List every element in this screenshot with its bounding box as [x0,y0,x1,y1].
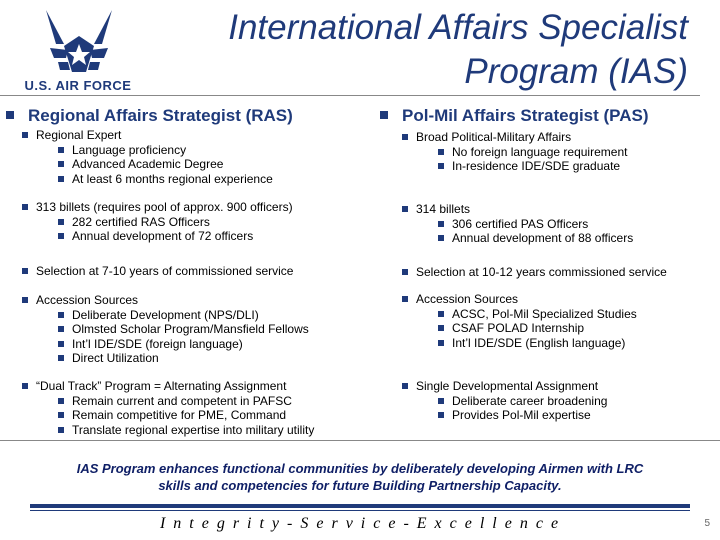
pas-column [380,106,710,126]
ras-section-2: 313 billets (requires pool of approx. 900 officers) 282 certified RAS Officers Annual development of 72 officers [6,200,293,244]
title-line-2: Program (IAS) [464,52,688,91]
ras-column [6,106,362,126]
ras-section-1: Regional Expert Language proficiency Advanced Academic Degree At least 6 months regional experience [6,128,273,186]
ras-section-5: “Dual Track” Program = Alternating Assignment Remain current and competent in PAFSC Remain competitive for PME, Command Translate regional expertise into military utility [6,379,314,437]
bullet-icon [6,111,14,119]
title-line-1: International Affairs Specialist [228,8,688,47]
ras-section-4: Accession Sources Deliberate Development (NPS/DLI) Olmsted Scholar Program/Mansfield Fellows Int’l IDE/SDE (foreign language) Direct Utilization [6,293,309,366]
ras-section-3: Selection at 7-10 years of commissioned service [6,264,293,279]
footer-rule [30,510,690,511]
pas-section-4: Accession Sources ACSC, Pol-Mil Specialized Studies CSAF POLAD Internship Int’l IDE/SDE (English language) [386,292,637,350]
bullet-icon [380,111,388,119]
title-divider [0,95,700,96]
summary-divider [0,440,720,441]
pas-heading: Pol-Mil Affairs Strategist (PAS) [380,106,710,126]
summary-text: IAS Program enhances functional communities by deliberately developing Airmen with LRC skills and competencies for future Building Partnership Capacity. [76,461,644,493]
page-title [228,6,688,94]
pas-section-5: Single Developmental Assignment Deliberate career broadening Provides Pol-Mil expertise [386,379,607,423]
footer-bar [30,504,690,508]
pas-section-2: 314 billets 306 certified PAS Officers Annual development of 88 officers [386,202,633,246]
core-values-motto: I n t e g r i t y - S e r v i c e - E x c e l l e n c e [159,515,561,532]
pas-section-1: Broad Political-Military Affairs No foreign language requirement In-residence IDE/SDE graduate [386,130,627,174]
pas-section-3: Selection at 10-12 years commissioned service [386,265,667,280]
ras-heading: Regional Affairs Strategist (RAS) [6,106,362,126]
logo-wordmark: U.S. AIR FORCE [24,78,132,93]
page-number: 5 [704,518,710,529]
